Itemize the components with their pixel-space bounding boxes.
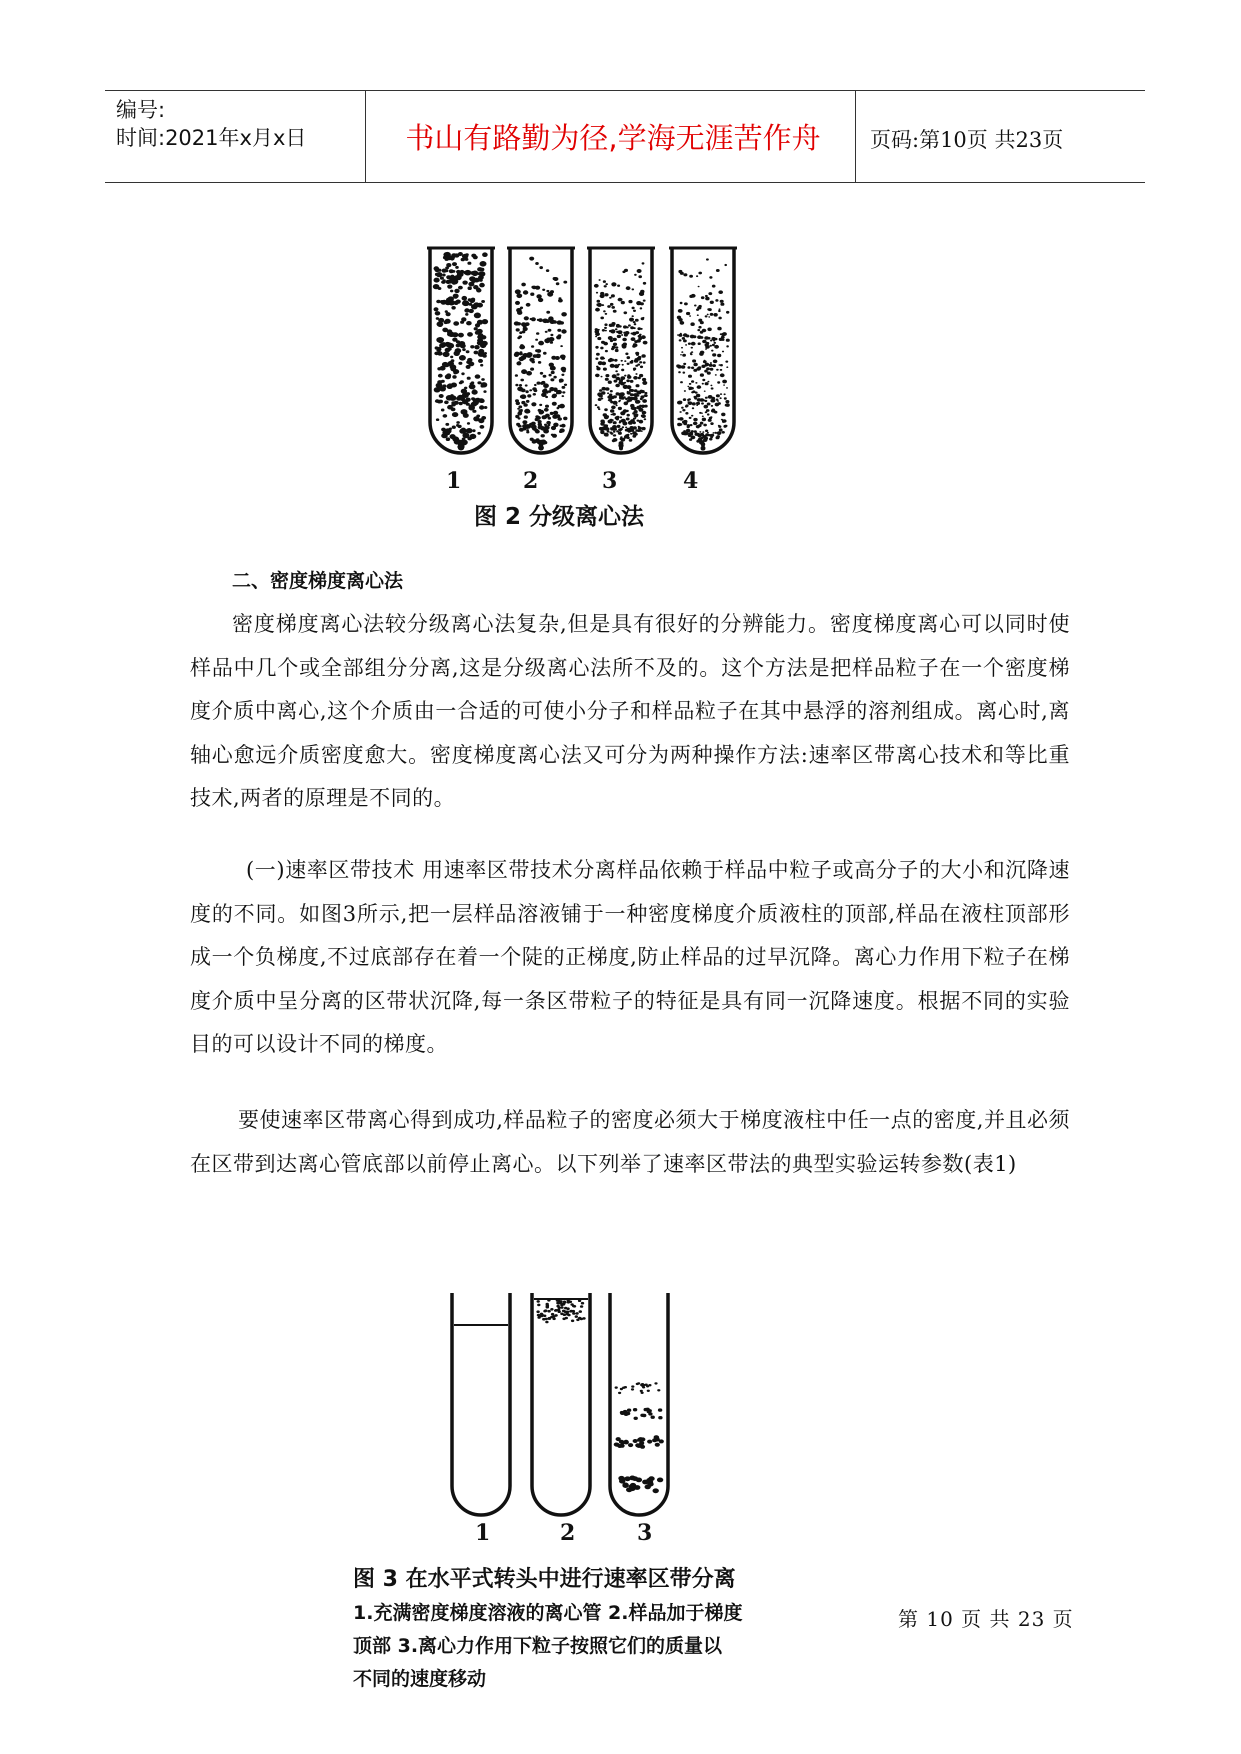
figure-2-label-2: 2 — [523, 468, 539, 494]
figure-3-tube-3-band-4 — [618, 1476, 663, 1494]
figure-2-label-4: 4 — [683, 468, 699, 494]
section-heading: 二、密度梯度离心法 — [232, 570, 404, 592]
figure-2-tubes — [410, 238, 750, 483]
figure-2-label-1: 1 — [446, 468, 462, 494]
header-divider-left — [365, 90, 366, 182]
figure-3-legend-line-2: 顶部 3.离心力作用下粒子按照它们的质量以 — [353, 1635, 723, 1657]
figure-3-tubes — [440, 1283, 680, 1533]
figure-3-tube-3-band-2 — [620, 1408, 663, 1420]
figure-3-label-3: 3 — [637, 1520, 653, 1546]
figure-3-tube-3-band-1 — [615, 1382, 661, 1394]
footer-page-number: 第 10 页 共 23 页 — [898, 1607, 1074, 1631]
figure-3-tube-2-sample-layer — [536, 1299, 585, 1323]
figure-2-tube-2-particles — [514, 257, 568, 451]
header-page-info: 页码:第10页 共23页 — [870, 128, 1064, 152]
figure-3-label-1: 1 — [475, 1520, 491, 1546]
serial-label: 编号: — [116, 98, 166, 122]
figure-3-tube-3-band-3 — [614, 1435, 664, 1449]
figure-2-tube-1-particles — [433, 252, 488, 451]
header-motto: 书山有路勤为径,学海无涯苦作舟 — [405, 121, 821, 155]
paragraph-1: 密度梯度离心法较分级离心法复杂,但是具有很好的分辨能力。密度梯度离心可以同时使样品中几个或全部组分分离,这是分级离心法所不及的。这个方法是把样品粒子在一个密度梯度介质中离心,这个介质由一合适的可使小分子和样品粒子在其中悬浮的溶剂组成。离心时,离轴心愈远介质密度愈大。密度梯度离心法又可分为两种操作方法:速率区带离心技术和等比重技术,两者的原理是不同的。 — [190, 612, 1070, 810]
figure-3-label-2: 2 — [560, 1520, 576, 1546]
figure-3-tube-2 — [532, 1293, 590, 1515]
figure-3-tube-1 — [452, 1293, 510, 1515]
figure-3-legend-line-1: 1.充满密度梯度溶液的离心管 2.样品加于梯度 — [353, 1602, 743, 1624]
time-label: 时间:2021年x月x日 — [116, 126, 307, 150]
figure-3-legend-line-3: 不同的速度移动 — [353, 1668, 487, 1690]
paragraph-3: 要使速率区带离心得到成功,样品粒子的密度必须大于梯度液柱中任一点的密度,并且必须在区带到达离心管底部以前停止离心。以下列举了速率区带法的典型实验运转参数(表1) — [190, 1108, 1070, 1176]
header-top-rule — [105, 90, 1145, 91]
figure-2-tube-3-particles — [594, 262, 648, 450]
figure-2-label-3: 3 — [602, 468, 618, 494]
figure-3-caption: 图 3 在水平式转头中进行速率区带分离 — [353, 1567, 736, 1592]
figure-2-tube-4-particles — [676, 258, 730, 450]
header-bottom-rule — [105, 182, 1145, 183]
figure-2-caption: 图 2 分级离心法 — [474, 504, 645, 530]
paragraph-2: (一)速率区带技术 用速率区带技术分离样品依赖于样品中粒子或高分子的大小和沉降速度的不同。如图3所示,把一层样品溶液铺于一种密度梯度介质液柱的顶部,样品在液柱顶部形成一个负梯度,不过底部存在着一个陡的正梯度,防止样品的过早沉降。离心力作用下粒子在梯度介质中呈分离的区带状沉降,每一条区带粒子的特征是具有同一沉降速度。根据不同的实验目的可以设计不同的梯度。 — [190, 858, 1070, 1056]
